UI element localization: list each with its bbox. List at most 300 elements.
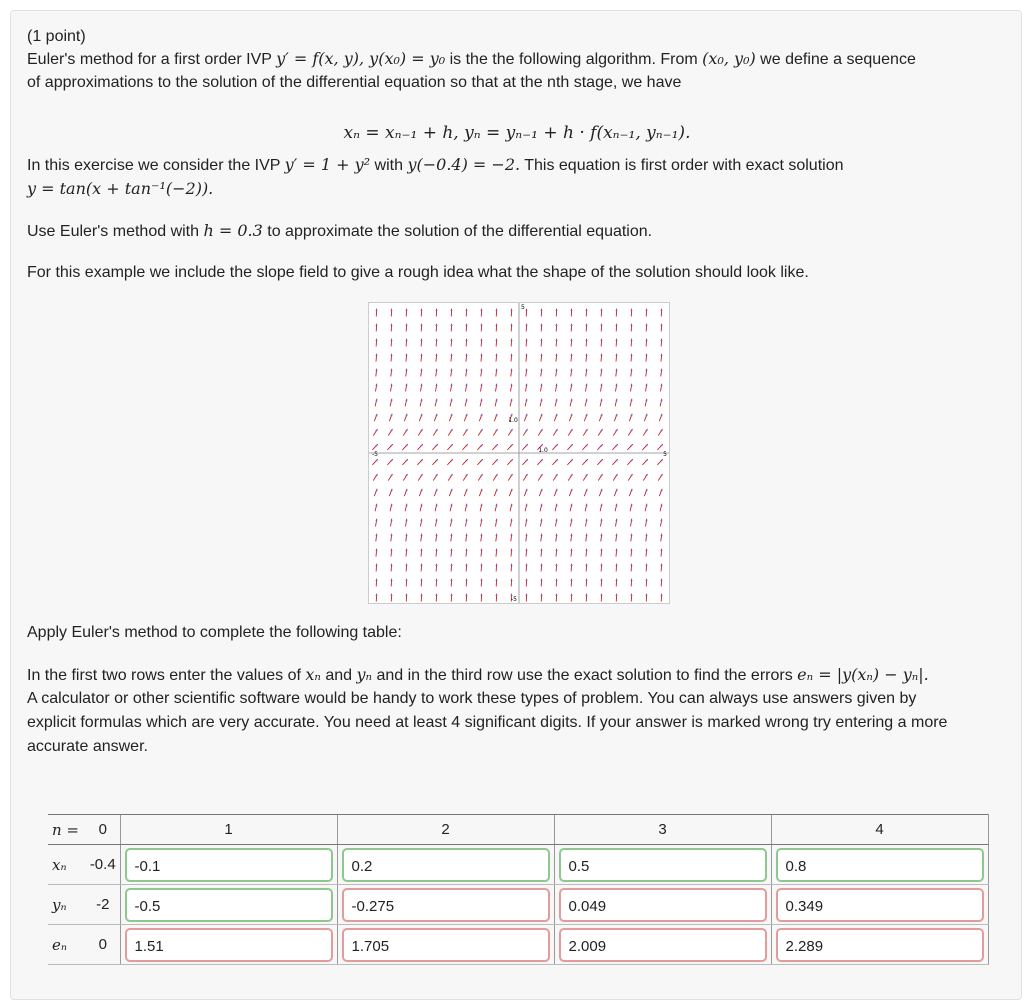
slope-point [556, 385, 558, 387]
slope-point [631, 520, 633, 522]
slope-point [586, 535, 588, 537]
slope-point [511, 460, 513, 462]
slope-point [406, 595, 408, 597]
slope-point [661, 325, 663, 327]
slope-point [391, 355, 393, 357]
x-initial: -0.4 [86, 845, 120, 885]
instructions-line-2: A calculator or other scientific software would be handy to work these types of problem. You can always use answers given by [27, 687, 916, 711]
slope-point [661, 520, 663, 522]
slope-point [601, 310, 603, 312]
slope-point [436, 310, 438, 312]
slope-point [436, 580, 438, 582]
slope-point [451, 430, 453, 432]
slope-point [526, 490, 528, 492]
slope-point [481, 475, 483, 477]
euler-table [48, 814, 989, 965]
slope-point [451, 385, 453, 387]
slope-point [661, 430, 663, 432]
slope-point [451, 580, 453, 582]
slope-point [601, 445, 603, 447]
slope-point [646, 535, 648, 537]
slope-point [436, 460, 438, 462]
slope-field-note: For this example we include the slope field to give a rough idea what the shape of the solution should look like. [27, 261, 809, 285]
slope-point [376, 385, 378, 387]
slope-point [511, 550, 513, 552]
slope-point [511, 580, 513, 582]
slope-point [631, 430, 633, 432]
slope-point [421, 550, 423, 552]
slope-point [586, 430, 588, 432]
n-1: 1 [120, 815, 337, 845]
slope-point [526, 535, 528, 537]
slope-point [466, 355, 468, 357]
slope-point [466, 310, 468, 312]
slope-point [631, 400, 633, 402]
slope-point [526, 505, 528, 507]
slope-point [511, 490, 513, 492]
slope-point [526, 475, 528, 477]
slope-point [571, 595, 573, 597]
slope-point [436, 430, 438, 432]
slope-point [376, 400, 378, 402]
slope-point [436, 415, 438, 417]
slope-point [616, 565, 618, 567]
slope-point [556, 400, 558, 402]
slope-point [376, 595, 378, 597]
slope-point [496, 595, 498, 597]
slope-point [601, 595, 603, 597]
slope-point [511, 520, 513, 522]
slope-point [526, 310, 528, 312]
error-formula: eₙ = |y(xₙ) − yₙ|. [797, 665, 929, 684]
slope-point [511, 445, 513, 447]
slope-point [661, 340, 663, 342]
slope-point [526, 520, 528, 522]
slope-point [496, 400, 498, 402]
slope-point [481, 595, 483, 597]
x3-input[interactable]: 0.5 [559, 848, 767, 882]
slope-point [631, 355, 633, 357]
slope-point [616, 460, 618, 462]
slope-point [436, 490, 438, 492]
slope-point [526, 325, 528, 327]
slope-point [436, 505, 438, 507]
slope-point [646, 460, 648, 462]
e2-input[interactable]: 1.705 [342, 928, 550, 962]
slope-point [571, 325, 573, 327]
slope-point [511, 385, 513, 387]
slope-point [451, 475, 453, 477]
slope-point [421, 400, 423, 402]
slope-point [541, 565, 543, 567]
slope-point [496, 340, 498, 342]
slope-point [391, 310, 393, 312]
slope-point [631, 490, 633, 492]
slope-point [511, 370, 513, 372]
slope-point [661, 385, 663, 387]
slope-point [616, 445, 618, 447]
slope-point [661, 310, 663, 312]
slope-point [481, 460, 483, 462]
slope-point [571, 535, 573, 537]
slope-point [436, 550, 438, 552]
e4-input[interactable]: 2.289 [776, 928, 984, 962]
slope-point [436, 445, 438, 447]
slope-point [451, 535, 453, 537]
slope-point [376, 490, 378, 492]
slope-point [436, 370, 438, 372]
slope-point [451, 355, 453, 357]
y1-input[interactable]: -0.5 [125, 888, 333, 922]
step-size: h = 0.3 [203, 221, 262, 240]
e1-input[interactable]: 1.51 [125, 928, 333, 962]
initial-point-math: (x₀, y₀) [702, 49, 756, 68]
slope-point [451, 325, 453, 327]
slope-point [421, 415, 423, 417]
slope-point [571, 355, 573, 357]
slope-point [466, 595, 468, 597]
table-row-e [48, 925, 988, 965]
slope-point [511, 340, 513, 342]
slope-point [376, 415, 378, 417]
slope-point [541, 355, 543, 357]
slope-point [631, 445, 633, 447]
slope-point [661, 535, 663, 537]
slope-point [571, 340, 573, 342]
slope-point [406, 430, 408, 432]
slope-point [466, 535, 468, 537]
slope-point [616, 430, 618, 432]
slope-point [466, 340, 468, 342]
slope-point [586, 445, 588, 447]
slope-point [526, 595, 528, 597]
slope-point [421, 310, 423, 312]
slope-point [601, 430, 603, 432]
slope-point [646, 565, 648, 567]
slope-point [391, 520, 393, 522]
slope-point [421, 505, 423, 507]
slope-point [616, 595, 618, 597]
slope-point [571, 565, 573, 567]
slope-point [661, 505, 663, 507]
x1-input[interactable]: -0.1 [125, 848, 333, 882]
slope-point [496, 475, 498, 477]
slope-point [571, 385, 573, 387]
slope-point [391, 580, 393, 582]
slope-point [631, 475, 633, 477]
slope-point [406, 550, 408, 552]
slope-point [646, 430, 648, 432]
slope-point [541, 430, 543, 432]
slope-point [616, 550, 618, 552]
slope-point [481, 535, 483, 537]
slope-point [406, 520, 408, 522]
slope-point [496, 520, 498, 522]
slope-point [601, 520, 603, 522]
slope-point [526, 400, 528, 402]
slope-point [661, 355, 663, 357]
slope-point [571, 520, 573, 522]
slope-point [511, 475, 513, 477]
slope-point [541, 490, 543, 492]
slope-point [586, 505, 588, 507]
slope-point [631, 325, 633, 327]
slope-point [541, 505, 543, 507]
slope-point [661, 370, 663, 372]
slope-point [601, 340, 603, 342]
slope-point [376, 355, 378, 357]
slope-point [421, 535, 423, 537]
slope-point [481, 490, 483, 492]
slope-point [481, 505, 483, 507]
slope-point [436, 325, 438, 327]
slope-point [586, 370, 588, 372]
y3-input[interactable]: 0.049 [559, 888, 767, 922]
slope-point [511, 565, 513, 567]
slope-point [391, 475, 393, 477]
slope-point [421, 580, 423, 582]
slope-point [496, 460, 498, 462]
slope-point [511, 325, 513, 327]
x4-input[interactable]: 0.8 [776, 848, 984, 882]
axis-label-bottom: -5 [511, 596, 517, 603]
slope-point [571, 475, 573, 477]
slope-point [406, 565, 408, 567]
slope-point [481, 385, 483, 387]
slope-point [481, 400, 483, 402]
slope-point [376, 370, 378, 372]
slope-point [601, 325, 603, 327]
x2-input[interactable]: 0.2 [342, 848, 550, 882]
slope-point [481, 370, 483, 372]
slope-point [646, 370, 648, 372]
slope-point [451, 550, 453, 552]
slope-point [421, 520, 423, 522]
slope-point [391, 370, 393, 372]
slope-point [631, 535, 633, 537]
instructions-line-4: accurate answer. [27, 735, 148, 759]
slope-point [541, 475, 543, 477]
slope-point [616, 310, 618, 312]
slope-point [391, 595, 393, 597]
slope-point [451, 460, 453, 462]
slope-point [466, 460, 468, 462]
slope-point [466, 370, 468, 372]
slope-point [406, 475, 408, 477]
slope-point [496, 580, 498, 582]
slope-point [421, 565, 423, 567]
slope-point [451, 415, 453, 417]
slope-point [526, 370, 528, 372]
slope-point [436, 385, 438, 387]
slope-point [556, 580, 558, 582]
slope-point [376, 565, 378, 567]
slope-point [556, 370, 558, 372]
slope-point [376, 460, 378, 462]
slope-point [496, 430, 498, 432]
slope-point [631, 370, 633, 372]
slope-point [406, 460, 408, 462]
slope-point [661, 565, 663, 567]
slope-point [631, 460, 633, 462]
slope-point [466, 475, 468, 477]
slope-point [496, 355, 498, 357]
slope-point [481, 355, 483, 357]
row-label-x: xₙ [48, 845, 86, 885]
slope-point [481, 565, 483, 567]
slope-point [646, 550, 648, 552]
e-initial: 0 [86, 925, 120, 965]
slope-point [541, 385, 543, 387]
slope-point [391, 460, 393, 462]
slope-point [541, 580, 543, 582]
slope-point [661, 460, 663, 462]
slope-point [511, 355, 513, 357]
slope-point [511, 505, 513, 507]
n-2: 2 [337, 815, 554, 845]
slope-point [661, 595, 663, 597]
slope-point [496, 565, 498, 567]
slope-point [481, 580, 483, 582]
slope-point [586, 475, 588, 477]
slope-point [526, 565, 528, 567]
slope-point [571, 460, 573, 462]
slope-point [481, 340, 483, 342]
slope-point [466, 550, 468, 552]
slope-point [556, 535, 558, 537]
slope-point [646, 325, 648, 327]
axis-label-top: 5 [521, 304, 525, 311]
slope-point [541, 460, 543, 462]
slope-point [451, 370, 453, 372]
slope-point [406, 310, 408, 312]
slope-point [376, 550, 378, 552]
e3-input[interactable]: 2.009 [559, 928, 767, 962]
slope-point [571, 400, 573, 402]
slope-point [406, 340, 408, 342]
slope-point [511, 400, 513, 402]
n-4: 4 [771, 815, 988, 845]
slope-point [466, 520, 468, 522]
slope-point [571, 430, 573, 432]
slope-point [556, 460, 558, 462]
apply-note: Apply Euler's method to complete the following table: [27, 621, 402, 645]
axis-label-left: -5 [372, 451, 378, 458]
slope-point [466, 415, 468, 417]
slope-point [616, 520, 618, 522]
instructions-line-1: In the first two rows enter the values of xₙ and yₙ and in the third row use the exact solution to find the errors eₙ = |y(xₙ) − yₙ|. [27, 663, 929, 688]
slope-point [406, 355, 408, 357]
slope-point [646, 400, 648, 402]
slope-point [376, 310, 378, 312]
slope-point [526, 430, 528, 432]
slope-point [586, 400, 588, 402]
slope-point [586, 340, 588, 342]
slope-point [541, 325, 543, 327]
slope-point [451, 340, 453, 342]
slope-point [496, 325, 498, 327]
slope-point [466, 505, 468, 507]
slope-point [481, 325, 483, 327]
slope-point [556, 310, 558, 312]
slope-point [646, 580, 648, 582]
slope-point [616, 505, 618, 507]
slope-point [556, 430, 558, 432]
slope-point [601, 535, 603, 537]
slope-point [526, 550, 528, 552]
slope-point [376, 475, 378, 477]
slope-point [541, 595, 543, 597]
slope-point [661, 580, 663, 582]
slope-point [421, 355, 423, 357]
slope-point [541, 520, 543, 522]
slope-point [436, 520, 438, 522]
slope-point [391, 385, 393, 387]
slope-point [436, 340, 438, 342]
slope-point [391, 325, 393, 327]
table-header-row [48, 815, 988, 845]
slope-point [601, 505, 603, 507]
slope-point [601, 580, 603, 582]
slope-point [586, 415, 588, 417]
slope-point [511, 535, 513, 537]
slope-point [541, 310, 543, 312]
slope-point [646, 490, 648, 492]
slope-point [406, 490, 408, 492]
y4-input[interactable]: 0.349 [776, 888, 984, 922]
slope-point [436, 535, 438, 537]
slope-point [571, 490, 573, 492]
ivp-line: In this exercise we consider the IVP y′ = 1 + y² with y(−0.4) = −2. This equation is first order with exact solution [27, 153, 844, 178]
slope-point [556, 325, 558, 327]
slope-point [556, 505, 558, 507]
n-label: n = [48, 815, 86, 845]
slope-point [526, 415, 528, 417]
slope-point [391, 535, 393, 537]
y2-input[interactable]: -0.275 [342, 888, 550, 922]
slope-point [556, 445, 558, 447]
slope-point [451, 445, 453, 447]
slope-point [406, 445, 408, 447]
slope-point [556, 520, 558, 522]
slope-point [556, 415, 558, 417]
slope-point [646, 355, 648, 357]
slope-point [661, 490, 663, 492]
slope-point [571, 550, 573, 552]
slope-point [631, 580, 633, 582]
slope-point [601, 565, 603, 567]
slope-point [376, 325, 378, 327]
slope-point [616, 340, 618, 342]
slope-point [406, 370, 408, 372]
slope-point [421, 460, 423, 462]
slope-point [391, 430, 393, 432]
slope-point [391, 505, 393, 507]
slope-point [646, 445, 648, 447]
n-0: 0 [86, 815, 120, 845]
slope-point [496, 445, 498, 447]
slope-point [646, 520, 648, 522]
slope-point [541, 340, 543, 342]
slope-point [586, 310, 588, 312]
slope-point [421, 370, 423, 372]
slope-point [631, 340, 633, 342]
slope-point [376, 340, 378, 342]
slope-point [571, 310, 573, 312]
slope-point [586, 490, 588, 492]
slope-point [391, 550, 393, 552]
slope-point [646, 310, 648, 312]
